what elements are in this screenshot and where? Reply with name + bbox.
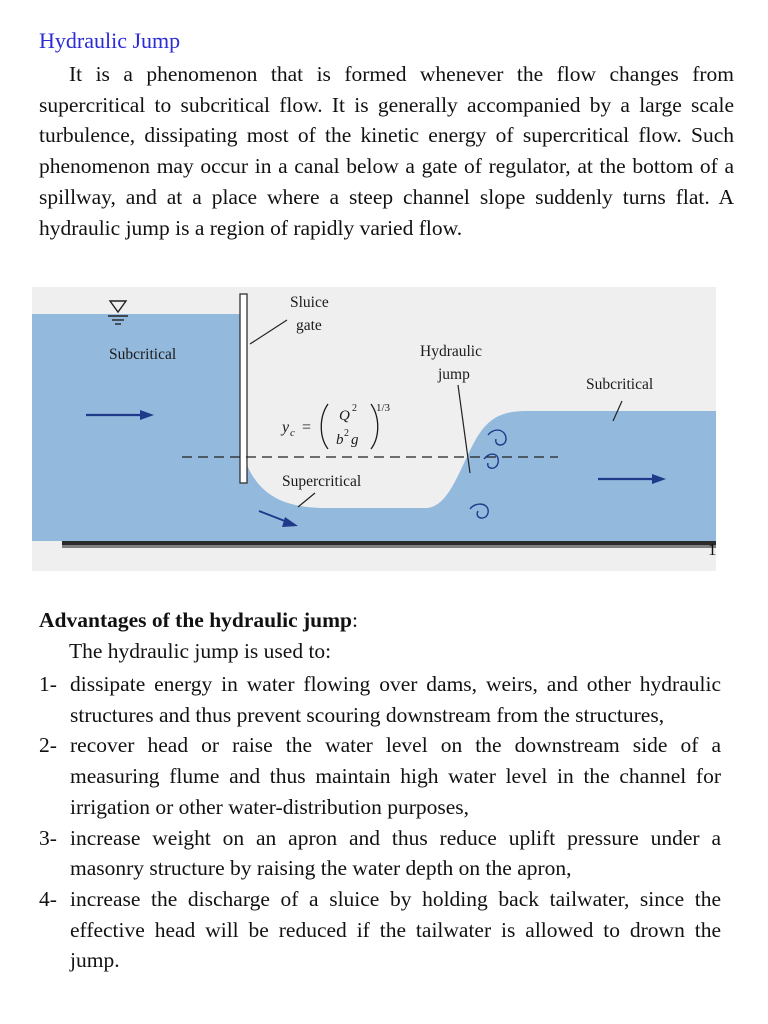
list-item	[39, 823, 721, 884]
advantages-heading	[39, 608, 358, 633]
list-item	[39, 730, 721, 822]
list-item-text: dissipate energy in water flowing over dams, weirs, and other hydraulic structures and thus prevent scouring downstream from the structures,	[70, 672, 721, 727]
supercritical-label: Supercritical	[282, 473, 362, 490]
formula-lhs: y	[282, 419, 290, 436]
subcritical-downstream-label: Subcritical	[586, 376, 654, 393]
formula-outer-exponent: 1/3	[376, 402, 391, 414]
advantages-list	[39, 669, 721, 976]
section-title: Hydraulic Jump	[39, 28, 181, 53]
list-item-number: 2-	[39, 733, 57, 758]
list-item-number: 3-	[39, 825, 57, 850]
list-item-text: increase weight on an apron and thus reduce uplift pressure under a masonry structure by raising the water depth on the apron,	[70, 825, 721, 881]
subcritical-upstream-label: Subcritical	[109, 346, 177, 363]
formula-numerator-exponent: 2	[352, 403, 357, 414]
formula-denominator-exponent: 2	[344, 428, 349, 439]
hydraulic-jump-label-line2: jump	[438, 366, 470, 383]
list-item	[39, 669, 721, 730]
list-item-number: 1-	[39, 672, 57, 696]
list-item	[39, 884, 721, 976]
channel-bed	[62, 541, 716, 545]
advantages-heading-colon: :	[351, 608, 358, 632]
intro-paragraph	[39, 59, 734, 243]
list-item-number: 4-	[39, 886, 57, 911]
advantages-heading-text: Advantages of the hydraulic jump	[39, 608, 352, 632]
hydraulic-jump-label-line1: Hydraulic	[420, 343, 482, 360]
formula-lhs-subscript: c	[290, 427, 295, 439]
list-item-text: increase the discharge of a sluice by holding back tailwater, since the effective head will be reduced if the tailwater is allowed to drown the jump.	[70, 886, 721, 973]
sluice-gate-label-line1: Sluice	[290, 294, 329, 311]
intro-text: It is a phenomenon that is formed whenever the flow changes from supercritical to subcritical flow. It is generally accompanied by a large scale turbulence, dissipating most of the kinetic energy of supercritical flow. Such phenomenon may occur in a canal below a gate of regulator, at the bottom of a spillway, and at a place where a steep channel slope suddenly turns flat. A hydraulic jump is a region of rapidly varied flow.	[39, 62, 734, 240]
hydraulic-jump-figure	[32, 287, 716, 571]
channel-bed-shadow	[62, 545, 716, 548]
list-item-text: recover head or raise the water level on the downstream side of a measuring flume and thus maintain high water level in the channel for irrigation or other water-distribution purposes,	[70, 733, 721, 819]
advantages-intro: The hydraulic jump is used to:	[69, 639, 332, 663]
formula-equals: =	[302, 419, 312, 436]
formula-numerator: Q	[339, 408, 350, 424]
sluice-gate-label-line2: gate	[296, 317, 322, 334]
formula-denominator-g: g	[351, 432, 359, 448]
formula-denominator-b: b	[336, 432, 344, 448]
sluice-gate	[240, 294, 247, 483]
page-number: 1	[708, 540, 717, 559]
